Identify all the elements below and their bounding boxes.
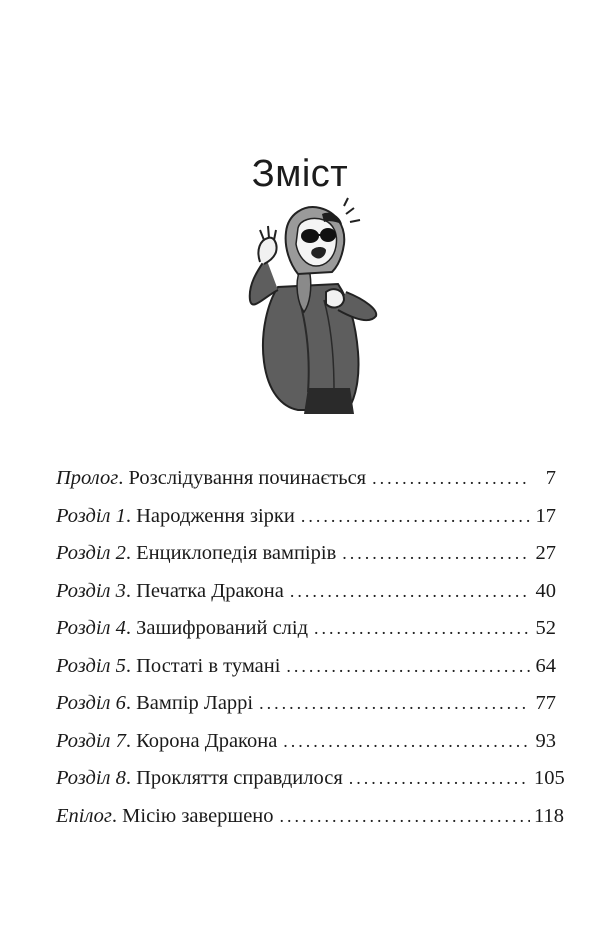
toc-label: Розділ 5 [56, 654, 126, 677]
toc-label: Розділ 1 [56, 504, 126, 527]
toc-label: Пролог [56, 467, 119, 489]
leader-dots [301, 498, 530, 536]
toc-page-number: 40 [535, 579, 556, 602]
toc-title: Вампір Ларрі [136, 692, 254, 714]
toc-entry-chapter-3[interactable]: Розділ 3 . Печатка Дракона ..... 40 [56, 573, 556, 611]
leader-dots [372, 460, 530, 498]
toc-title: Печатка Дракона [136, 579, 284, 602]
toc-label: Розділ 3 [56, 579, 126, 602]
table-of-contents [56, 460, 565, 835]
toc-title: Народження зірки [136, 504, 295, 527]
toc-title: Енциклопедія вампірів [136, 542, 337, 564]
leader-dots [314, 610, 530, 648]
leader-dots [290, 573, 530, 611]
toc-label: Розділ 4 [56, 617, 126, 639]
toc-page-number: 7 [545, 467, 556, 489]
toc-entry-epilogue[interactable]: Епілог . Місію завершено ..... 118 [56, 798, 556, 836]
toc-title: Місію завершено [122, 804, 274, 827]
woman-in-headscarf-sunglasses-illustration [238, 192, 398, 414]
toc-page-number: 118 [534, 804, 564, 827]
toc-entry-chapter-1[interactable]: Розділ 1 . Народження зірки ..... 17 [56, 498, 556, 536]
leader-dots [259, 685, 530, 723]
toc-page-number: 52 [535, 617, 556, 639]
toc-page-number: 93 [535, 729, 556, 752]
toc-entry-chapter-5[interactable]: Розділ 5 . Постаті в тумані ..... 64 [56, 648, 556, 686]
toc-label: Розділ 7 [56, 729, 126, 752]
leader-dots [342, 535, 530, 573]
toc-page-number: 64 [535, 654, 556, 677]
leader-dots [280, 798, 530, 836]
toc-page-number: 77 [535, 692, 556, 714]
toc-entry-chapter-8[interactable]: Розділ 8 . Прокляття справдилося ..... 105 [56, 760, 556, 798]
toc-title: Корона Дракона [136, 729, 278, 752]
toc-entry-chapter-4[interactable]: Розділ 4 . Зашифрований слід ..... 52 [56, 610, 556, 648]
toc-label: Розділ 2 [56, 542, 126, 564]
toc-title: Постаті в тумані [136, 654, 281, 677]
toc-label: Розділ 6 [56, 692, 126, 714]
toc-label: Розділ 8 [56, 767, 126, 789]
toc-page-number: 27 [535, 542, 556, 564]
leader-dots [349, 760, 530, 798]
leader-dots [286, 648, 530, 686]
toc-page-number: 17 [535, 504, 556, 527]
toc-title: Зашифрований слід [136, 617, 309, 639]
toc-title: Розслідування починається [128, 467, 367, 489]
toc-entry-prologue[interactable]: Пролог . Розслідування починається ..... 7 [56, 460, 556, 498]
toc-title: Прокляття справдилося [136, 767, 343, 789]
toc-label: Епілог [56, 804, 112, 827]
toc-entry-chapter-7[interactable]: Розділ 7 . Корона Дракона ..... 93 [56, 723, 556, 761]
toc-page-number: 105 [534, 767, 565, 789]
leader-dots [283, 723, 530, 761]
page-title: Зміст [251, 153, 349, 196]
toc-entry-chapter-6[interactable]: Розділ 6 . Вампір Ларрі ..... 77 [56, 685, 556, 723]
toc-entry-chapter-2[interactable]: Розділ 2 . Енциклопедія вампірів ..... 27 [56, 535, 556, 573]
